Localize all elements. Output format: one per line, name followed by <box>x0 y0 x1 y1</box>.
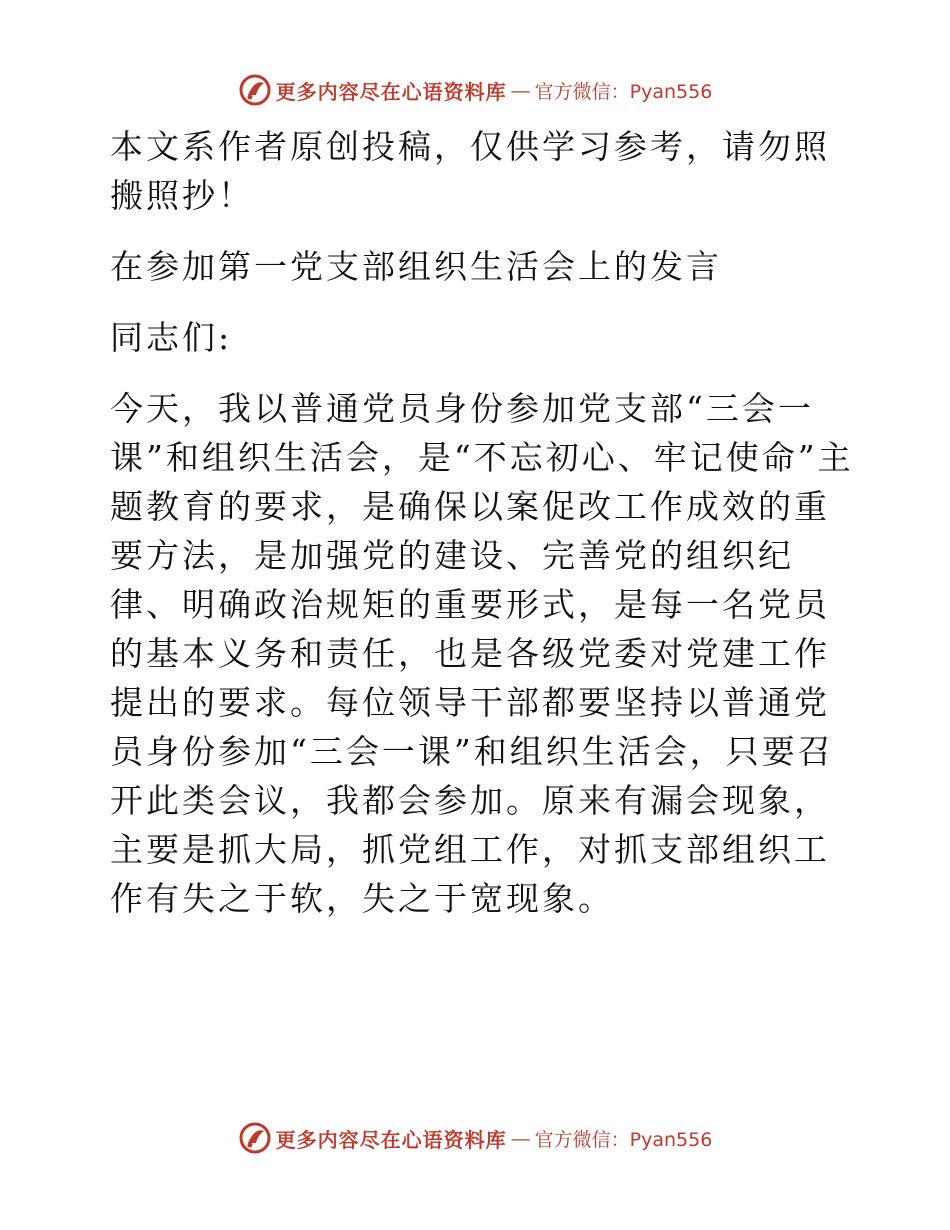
footer-watermark-banner <box>0 1118 950 1158</box>
banner-main-text: 更多内容尽在心语资料库 <box>275 1127 507 1152</box>
banner-main-text: 更多内容尽在心语资料库 <box>275 79 507 104</box>
banner-wechat-text: 官方微信：Pyan556 <box>534 1128 713 1151</box>
copyright-notice: 本文系作者原创投稿，仅供学习参考，请勿照搬照抄！ <box>110 127 830 215</box>
salutation: 同志们: <box>110 318 233 357</box>
banner-dash: — <box>510 78 531 102</box>
brand-logo-icon <box>238 1121 272 1155</box>
document-title: 在参加第一党支部组织生活会上的发言 <box>110 247 722 286</box>
banner-dash: — <box>510 1126 531 1150</box>
banner-wechat-text: 官方微信：Pyan556 <box>534 80 713 103</box>
document-body <box>98 122 858 923</box>
brand-logo-icon <box>238 73 272 107</box>
body-paragraph: 今天，我以普通党员身份参加党支部“三会一课”和组织生活会，是“不忘初心、牢记使命”主题教育的要求，是确保以案促改工作成效的重要方法，是加强党的建设、完善党的组织纪律、明确政治规矩的重要形式，是每一名党员的基本义务和责任，也是各级党委对党建工作提出的要求。每位领导干部都要坚持以普通党员身份参加“三会一课”和组织生活会，只要召开此类会议，我都会参加。原来有漏会现象，主要是抓大局，抓党组工作，对抓支部组织工作有失之于软，失之于宽现象。 <box>110 389 854 918</box>
header-watermark-banner <box>0 70 950 110</box>
